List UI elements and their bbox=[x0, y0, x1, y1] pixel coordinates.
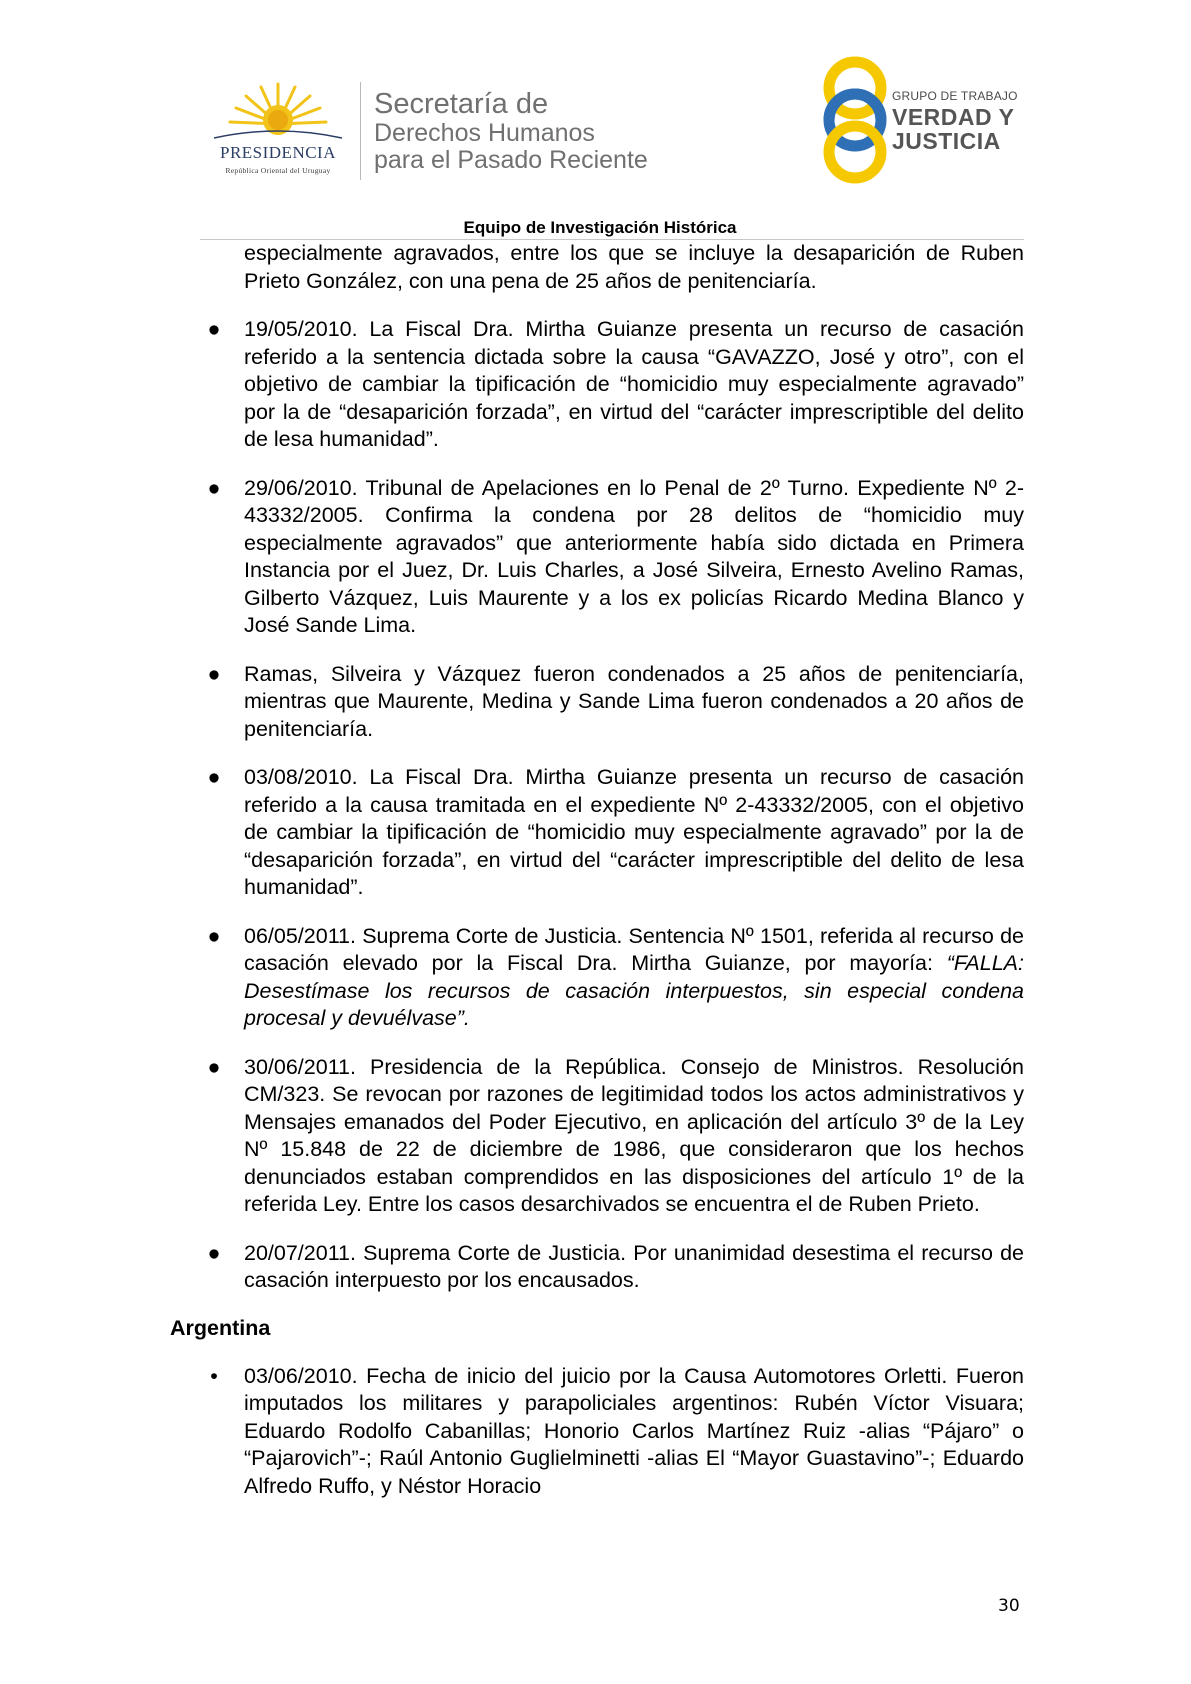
list-item bbox=[207, 1054, 1024, 1219]
list-item-text: 29/06/2010. Tribunal de Apelaciones en lo Penal de 2º Turno. Expediente Nº 2-43332/2005. Confirma la condena por 28 delitos de “homicidio muy especialmente agravados” que anteriormente había sido dictada en Primera Instancia por el Juez, Dr. Luis Charles, a José Silveira, Ernesto Avelino Ramas, Gilberto Vázquez, Luis Maurente y a los ex policías Ricardo Medina Blanco y José Sande Lima. bbox=[244, 475, 1024, 637]
section-heading: Argentina bbox=[170, 1315, 271, 1340]
bullet-icon: ● bbox=[207, 923, 221, 948]
list-item-text: Ramas, Silveira y Vázquez fueron condenados a 25 años de penitenciaría, mientras que Maurente, Medina y Sande Lima fueron condenados a 20 años de penitenciaría. bbox=[244, 661, 1024, 741]
list-item bbox=[207, 475, 1024, 640]
list-item-text: 19/05/2010. La Fiscal Dra. Mirtha Guianze presenta un recurso de casación referido a la sentencia dictada sobre la causa “GAVAZZO, José y otro”, con el objetivo de cambiar la tipificación de “homicidio muy especialmente agravado” por la de “desaparición forzada”, en virtud del “carácter imprescriptible del delito de lesa humanidad”. bbox=[244, 317, 1024, 451]
bullet-icon: ● bbox=[207, 661, 221, 686]
list-item-text: 03/06/2010. Fecha de inicio del juicio por la Causa Automotores Orletti. Fueron imputados los militares y parapoliciales argentinos: Rubén Víctor Visuara; Eduardo Rodolfo Cabanillas; Honorio Carlos Martínez Ruiz -alias “Pájaro” o “Pajarovich”-; Raúl Antonio Guglielminetti -alias El “Mayor Guastavino”-; Eduardo Alfredo Ruffo, y Néstor Horacio bbox=[244, 1363, 1024, 1498]
bullet-icon: ● bbox=[207, 1054, 221, 1079]
secretaria-line-1: Secretaría de bbox=[374, 88, 549, 120]
bullet-icon: ● bbox=[207, 1240, 221, 1265]
presidencia-logo bbox=[198, 80, 358, 190]
document-body bbox=[170, 240, 1024, 1500]
list-item bbox=[207, 1240, 1024, 1295]
presidencia-subtitle: República Oriental del Uruguay bbox=[225, 166, 331, 175]
sun-emblem-icon bbox=[198, 80, 358, 144]
list-item-text: 20/07/2011. Suprema Corte de Justicia. Por unanimidad desestima el recurso de casación interpuesto por los encausados. bbox=[244, 1240, 1024, 1292]
interlocked-rings-icon bbox=[820, 56, 890, 184]
page-number: 30 bbox=[998, 1596, 1020, 1616]
running-header: Equipo de Investigación Histórica bbox=[463, 218, 737, 237]
secretaria-line-2: Derechos Humanos bbox=[374, 119, 595, 147]
ruling-quote: “FALLA: Desestímase los recursos de casación interpuestos, sin especial condena procesal y devuélvase”. bbox=[244, 951, 1024, 1030]
list-item-text: 30/06/2011. Presidencia de la República. Consejo de Ministros. Resolución CM/323. Se revocan por razones de legitimidad todos los actos administrativos y Mensajes emanados del Poder Ejecutivo, en aplicación del artículo 3º de la Ley Nº 15.848 de 22 de diciembre de 1986, que consideraron que los hechos denunciados estaban comprendidos en las disposiciones del artículo 1º de la referida Ley. Entre los casos desarchivados se encuentra el de Ruben Prieto. bbox=[244, 1054, 1024, 1216]
list-item-text: 03/08/2010. La Fiscal Dra. Mirtha Guianze presenta un recurso de casación referido a la causa tramitada en el expediente Nº 2-43332/2005, con el objetivo de cambiar la tipificación de “homicidio muy especialmente agravado” por la de “desaparición forzada”, en virtud del “carácter imprescriptible del delito de lesa humanidad”. bbox=[244, 765, 1024, 899]
list-item bbox=[207, 661, 1024, 744]
presidencia-wordmark: PRESIDENCIA bbox=[219, 143, 336, 162]
secretaria-line-3: para el Pasado Reciente bbox=[374, 146, 648, 174]
list-item bbox=[207, 764, 1024, 902]
list-item bbox=[210, 1363, 1024, 1501]
bullet-icon: ● bbox=[207, 317, 221, 341]
verdad-justicia-logo bbox=[820, 56, 1020, 184]
list-item-text: 06/05/2011. Suprema Corte de Justicia. Sentencia Nº 1501, referida al recurso de casación elevado por la Fiscal Dra. Mirtha Guianze, por mayoría: bbox=[244, 923, 1024, 975]
gtvj-word-2: JUSTICIA bbox=[892, 128, 1001, 154]
gtvj-word-1: VERDAD Y bbox=[892, 104, 1015, 130]
bullet-icon: ● bbox=[207, 765, 221, 789]
logo-divider bbox=[360, 82, 361, 180]
continued-paragraph: especialmente agravados, entre los que se incluye la desaparición de Ruben Prieto González, con una pena de 25 años de penitenciaría. bbox=[244, 241, 1024, 293]
gtvj-top-label: GRUPO DE TRABAJO bbox=[892, 89, 1018, 103]
list-item bbox=[207, 923, 1024, 1033]
bullet-icon: ● bbox=[207, 475, 221, 500]
list-item bbox=[207, 316, 1024, 454]
bullet-icon: • bbox=[210, 1363, 218, 1388]
secretaria-logo-text bbox=[374, 90, 648, 173]
